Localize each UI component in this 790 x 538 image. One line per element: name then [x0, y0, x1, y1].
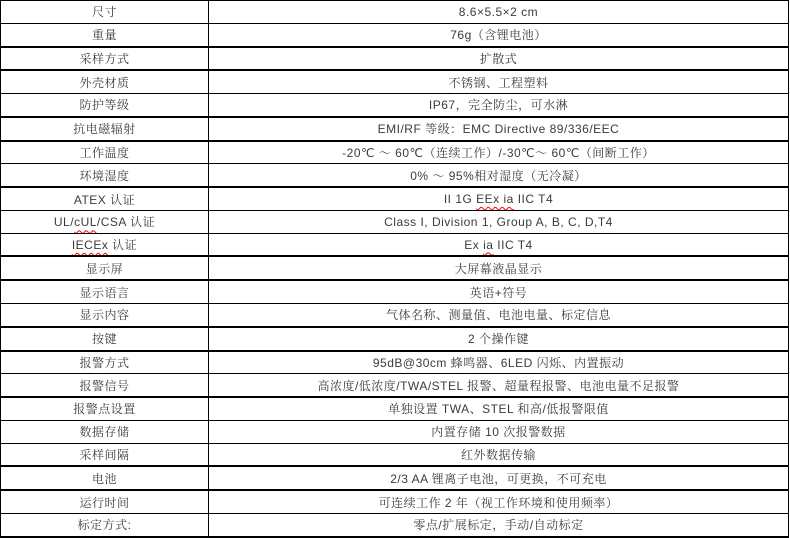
- text-segment: 认证: [108, 238, 138, 253]
- table-row: [1, 374, 789, 397]
- text-segment: 显示内容: [79, 308, 130, 323]
- text-segment: 显示屏: [85, 261, 124, 276]
- table-row: [1, 256, 789, 280]
- text-segment: /CSA 认证: [96, 215, 156, 230]
- table-row: [1, 23, 789, 46]
- spec-value-cell: [209, 47, 789, 71]
- spec-value-cell: [209, 490, 789, 513]
- text-segment: 76g（含锂电池）: [450, 28, 547, 43]
- spec-label-cell: [1, 70, 209, 93]
- misspelled-text: cUL: [74, 215, 97, 230]
- text-segment: 重量: [91, 28, 117, 43]
- spec-label-cell: [1, 117, 209, 141]
- table-row: [1, 1, 789, 24]
- spec-label-cell: [1, 397, 209, 420]
- text-segment: 扩散式: [479, 51, 518, 66]
- text-segment: Ex: [464, 237, 484, 252]
- spec-value-cell: [209, 256, 789, 280]
- spec-label-cell: [1, 256, 209, 280]
- text-segment: 红外数据传输: [460, 448, 536, 462]
- misspelled-text: ia: [483, 237, 494, 252]
- text-segment: 标定方式:: [77, 518, 132, 533]
- spec-value-cell: [209, 187, 789, 210]
- text-segment: 报警方式: [79, 355, 130, 370]
- spec-label-cell: [1, 23, 209, 46]
- text-segment: 2 个操作键: [467, 332, 529, 347]
- misspelled-text: EEx ia: [476, 192, 514, 207]
- table-row: [1, 304, 789, 327]
- spec-table-body: [1, 1, 789, 538]
- spec-value-cell: [209, 374, 789, 397]
- text-segment: -20℃ ～ 60℃（连续工作）/-30℃～ 60℃（间断工作）: [342, 146, 655, 161]
- text-segment: II 1G: [443, 192, 477, 207]
- text-segment: 2/3 AA 锂离子电池，可更换，不可充电: [390, 471, 607, 486]
- spec-value-cell: [209, 164, 789, 187]
- text-segment: 95dB@30cm 蜂鸣器、6LED 闪烁、内置振动: [372, 355, 625, 370]
- spec-value-cell: [209, 327, 789, 351]
- text-segment: 抗电磁辐射: [73, 122, 136, 137]
- table-row: [1, 117, 789, 141]
- table-row: [1, 443, 789, 466]
- text-segment: 显示语言: [79, 285, 130, 300]
- spec-label-cell: [1, 351, 209, 374]
- spec-value-cell: [209, 233, 789, 256]
- text-segment: 零点/扩展标定，手动/自动标定: [413, 518, 584, 533]
- table-row: [1, 47, 789, 71]
- text-segment: 内置存储 10 次报警数据: [431, 425, 566, 440]
- text-segment: Class I, Division 1, Group A, B, C, D,T4: [384, 214, 613, 229]
- text-segment: 工作温度: [79, 146, 130, 161]
- text-segment: 采样间隔: [79, 448, 130, 462]
- text-segment: 按键: [91, 332, 117, 347]
- spec-value-cell: [209, 466, 789, 490]
- spec-value-cell: [209, 420, 789, 443]
- spec-value-cell: [209, 513, 789, 537]
- text-segment: 不锈钢、工程塑料: [448, 75, 549, 90]
- table-row: [1, 94, 789, 117]
- text-segment: 防护等级: [79, 98, 130, 113]
- table-row: [1, 466, 789, 490]
- spec-value-cell: [209, 351, 789, 374]
- spec-value-cell: [209, 70, 789, 93]
- spec-label-cell: [1, 233, 209, 256]
- table-row: [1, 327, 789, 351]
- spec-value-cell: [209, 23, 789, 46]
- text-segment: 英语+符号: [469, 285, 528, 300]
- spec-value-cell: [209, 280, 789, 303]
- text-segment: EMI/RF 等级：EMC Directive 89/336/EEC: [377, 122, 620, 137]
- text-segment: 报警点设置: [73, 402, 136, 417]
- spec-label-cell: [1, 374, 209, 397]
- text-segment: 外壳材质: [79, 75, 130, 90]
- text-segment: 电池: [91, 471, 117, 486]
- text-segment: 气体名称、测量值、电池电量、标定信息: [385, 308, 611, 323]
- text-segment: 高浓度/低浓度/TWA/STEL 报警、超量程报警、电池电量不足报警: [317, 378, 680, 393]
- text-segment: 单独设置 TWA、STEL 和高/低报警限值: [388, 402, 609, 417]
- table-row: [1, 164, 789, 187]
- text-segment: 大屏幕液晶显示: [454, 261, 543, 276]
- spec-label-cell: [1, 304, 209, 327]
- spec-value-cell: [209, 304, 789, 327]
- table-row: [1, 513, 789, 537]
- text-segment: IIC T4: [493, 237, 533, 252]
- spec-label-cell: [1, 280, 209, 303]
- table-row: [1, 187, 789, 210]
- table-row: [1, 210, 789, 233]
- spec-value-cell: [209, 117, 789, 141]
- table-row: [1, 141, 789, 164]
- spec-value-cell: [209, 443, 789, 466]
- table-row: [1, 280, 789, 303]
- text-segment: 运行时间: [79, 495, 130, 510]
- table-row: [1, 351, 789, 374]
- spec-label-cell: [1, 141, 209, 164]
- table-row: [1, 70, 789, 93]
- text-segment: 尺寸: [91, 5, 117, 20]
- spec-label-cell: [1, 1, 209, 24]
- spec-label-cell: [1, 164, 209, 187]
- text-segment: 报警信号: [79, 378, 130, 393]
- spec-label-cell: [1, 443, 209, 466]
- spec-value-cell: [209, 141, 789, 164]
- spec-label-cell: [1, 513, 209, 537]
- text-segment: 数据存储: [79, 425, 130, 440]
- text-segment: 环境湿度: [79, 168, 130, 183]
- spec-value-cell: [209, 94, 789, 117]
- table-row: [1, 490, 789, 513]
- text-segment: 采样方式: [79, 51, 130, 66]
- misspelled-text: IECEx: [71, 238, 109, 253]
- table-row: [1, 233, 789, 256]
- spec-label-cell: [1, 490, 209, 513]
- spec-label-cell: [1, 187, 209, 210]
- spec-label-cell: [1, 420, 209, 443]
- spec-label-cell: [1, 47, 209, 71]
- text-segment: UL/: [53, 215, 75, 230]
- spec-value-cell: [209, 210, 789, 233]
- text-segment: ATEX 认证: [73, 192, 136, 207]
- table-row: [1, 397, 789, 420]
- spec-value-cell: [209, 397, 789, 420]
- spec-label-cell: [1, 466, 209, 490]
- spec-label-cell: [1, 327, 209, 351]
- spec-label-cell: [1, 210, 209, 233]
- spec-label-cell: [1, 94, 209, 117]
- spec-value-cell: [209, 1, 789, 24]
- text-segment: 8.6×5.5×2 cm: [458, 4, 539, 19]
- table-row: [1, 420, 789, 443]
- text-segment: IIC T4: [513, 192, 554, 207]
- text-segment: IP67，完全防尘，可水淋: [428, 98, 569, 113]
- text-segment: 可连续工作 2 年（视工作环境和使用频率）: [378, 495, 619, 510]
- text-segment: 0% ～ 95%相对湿度（无冷凝）: [410, 168, 587, 183]
